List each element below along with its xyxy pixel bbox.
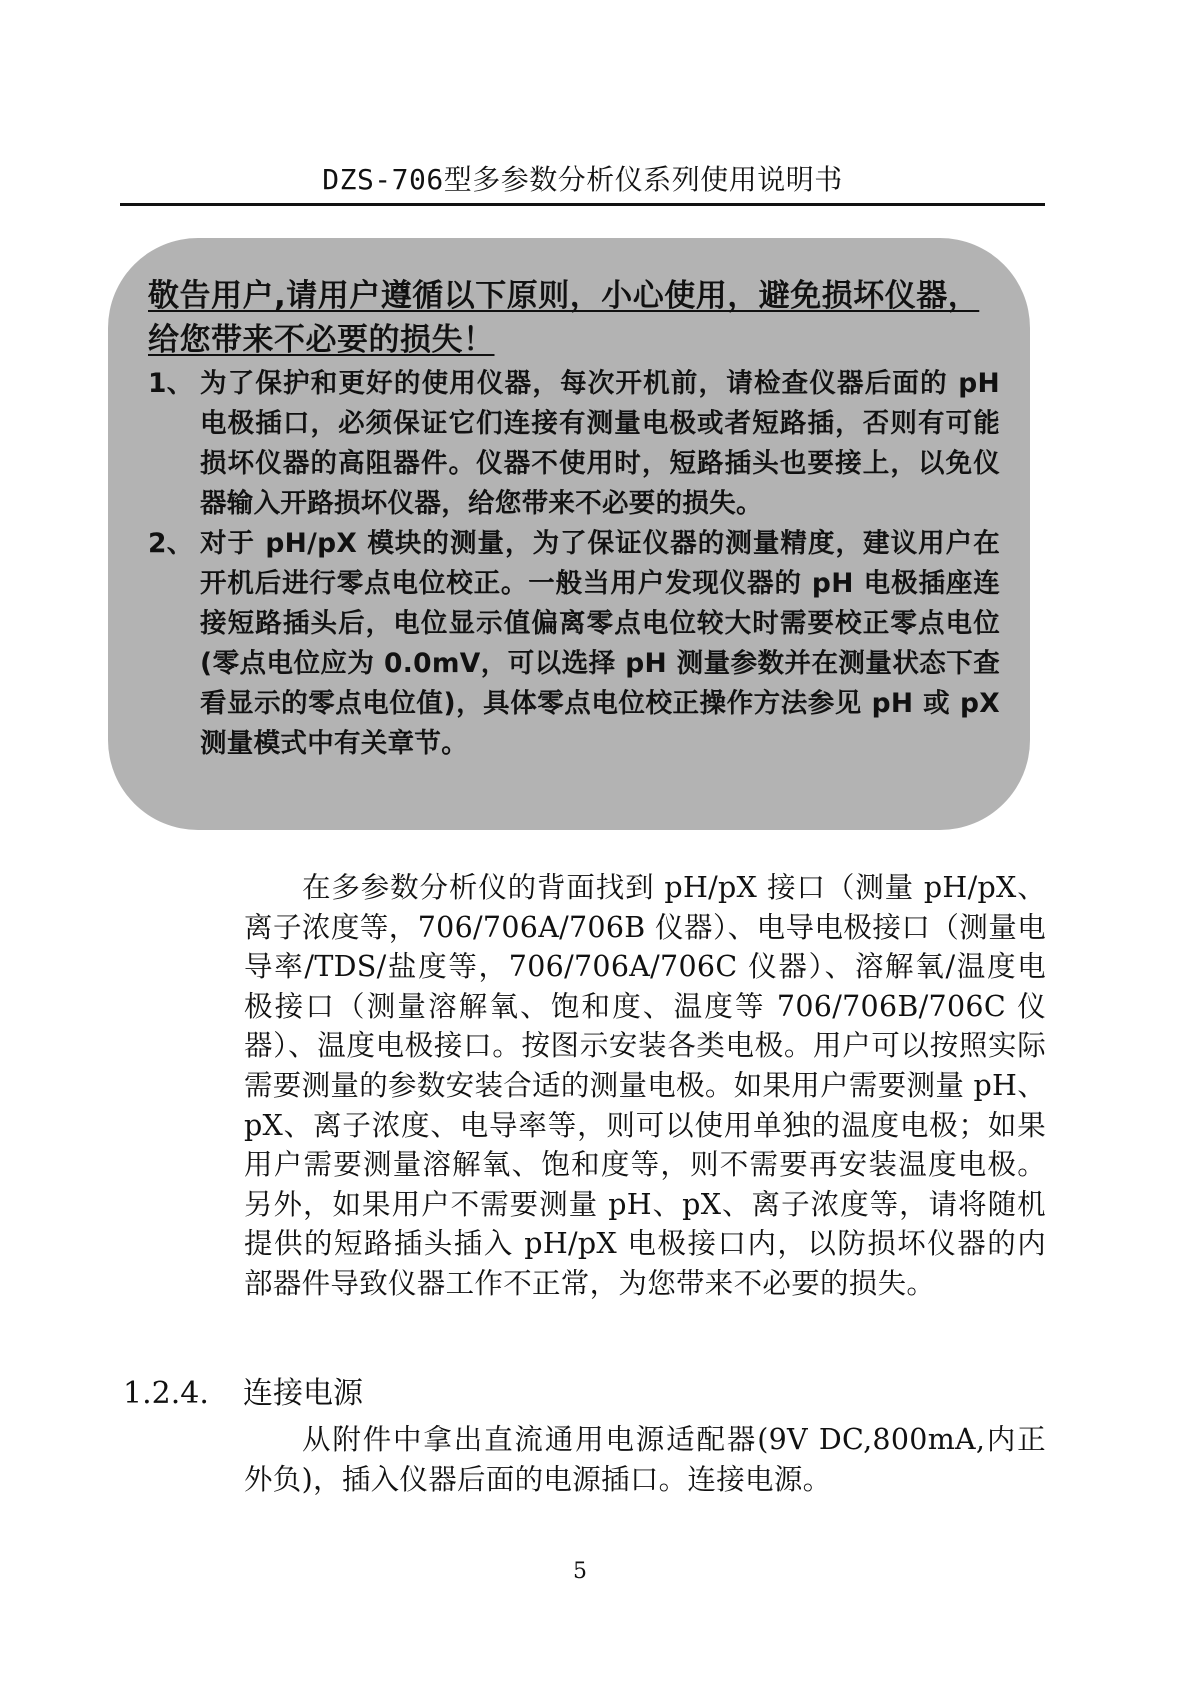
warning-item-number: 1、 xyxy=(148,368,194,399)
section-number: 1.2.4. xyxy=(123,1376,209,1411)
section-heading xyxy=(123,1372,1043,1416)
page-number: 5 xyxy=(573,1559,587,1584)
warning-title: 敬告用户,请用户遵循以下原则，小心使用，避免损坏仪器，给您带来不必要的损失！ xyxy=(148,278,980,358)
warning-box xyxy=(108,238,1030,830)
warning-item-2 xyxy=(148,524,1000,764)
header-rule xyxy=(120,203,1045,206)
electrode-installation-paragraph: 在多参数分析仪的背面找到 pH/pX 接口（测量 pH/pX、离子浓度等，706/706A/706B 仪器）、电导电极接口（测量电导率/TDS/盐度等，706/706A/706C 仪器）、溶解氧/温度电极接口（测量溶解氧、饱和度、温度等 706/706B/706C 仪器）、温度电极接口。按图示安装各类电极。用户可以按照实际需要测量的参数安装合适的测量电极。如果用户需要测量 pH、pX、离子浓度、电导率等，则可以使用单独的温度电极；如果用户需要测量溶解氧、饱和度等，则不需要再安装温度电极。另外，如果用户不需要测量 pH、pX、离子浓度等，请将随机提供的短路插头插入 pH/pX 电极接口内，以防损坏仪器的内部器件导致仪器工作不正常，为您带来不必要的损失。 xyxy=(244,871,1046,1300)
warning-item-text: 对于 pH/pX 模块的测量，为了保证仪器的测量精度，建议用户在开机后进行零点电位校正。一般当用户发现仪器的 pH 电极插座连接短路插头后，电位显示值偏离零点电位较大时需要校正零点电位(零点电位应为 0.0mV，可以选择 pH 测量参数并在测量状态下查看显示的零点电位值)，具体零点电位校正操作方法参见 pH 或 pX 测量模式中有关章节。 xyxy=(200,528,1000,759)
power-connection-paragraph: 从附件中拿出直流通用电源适配器(9V DC,800mA,内正外负)，插入仪器后面的电源插口。连接电源。 xyxy=(244,1423,1046,1496)
warning-item-text: 为了保护和更好的使用仪器，每次开机前，请检查仪器后面的 pH 电极插口，必须保证它们连接有测量电极或者短路插，否则有可能损坏仪器的高阻器件。仪器不使用时，短路插头也要接上，以免仪器输入开路损坏仪器，给您带来不必要的损失。 xyxy=(200,368,1000,519)
warning-item-number: 2、 xyxy=(148,528,194,559)
running-header: DZS-706型多参数分析仪系列使用说明书 xyxy=(322,163,843,196)
warning-item-1 xyxy=(148,364,1000,524)
section-title: 连接电源 xyxy=(243,1376,363,1411)
